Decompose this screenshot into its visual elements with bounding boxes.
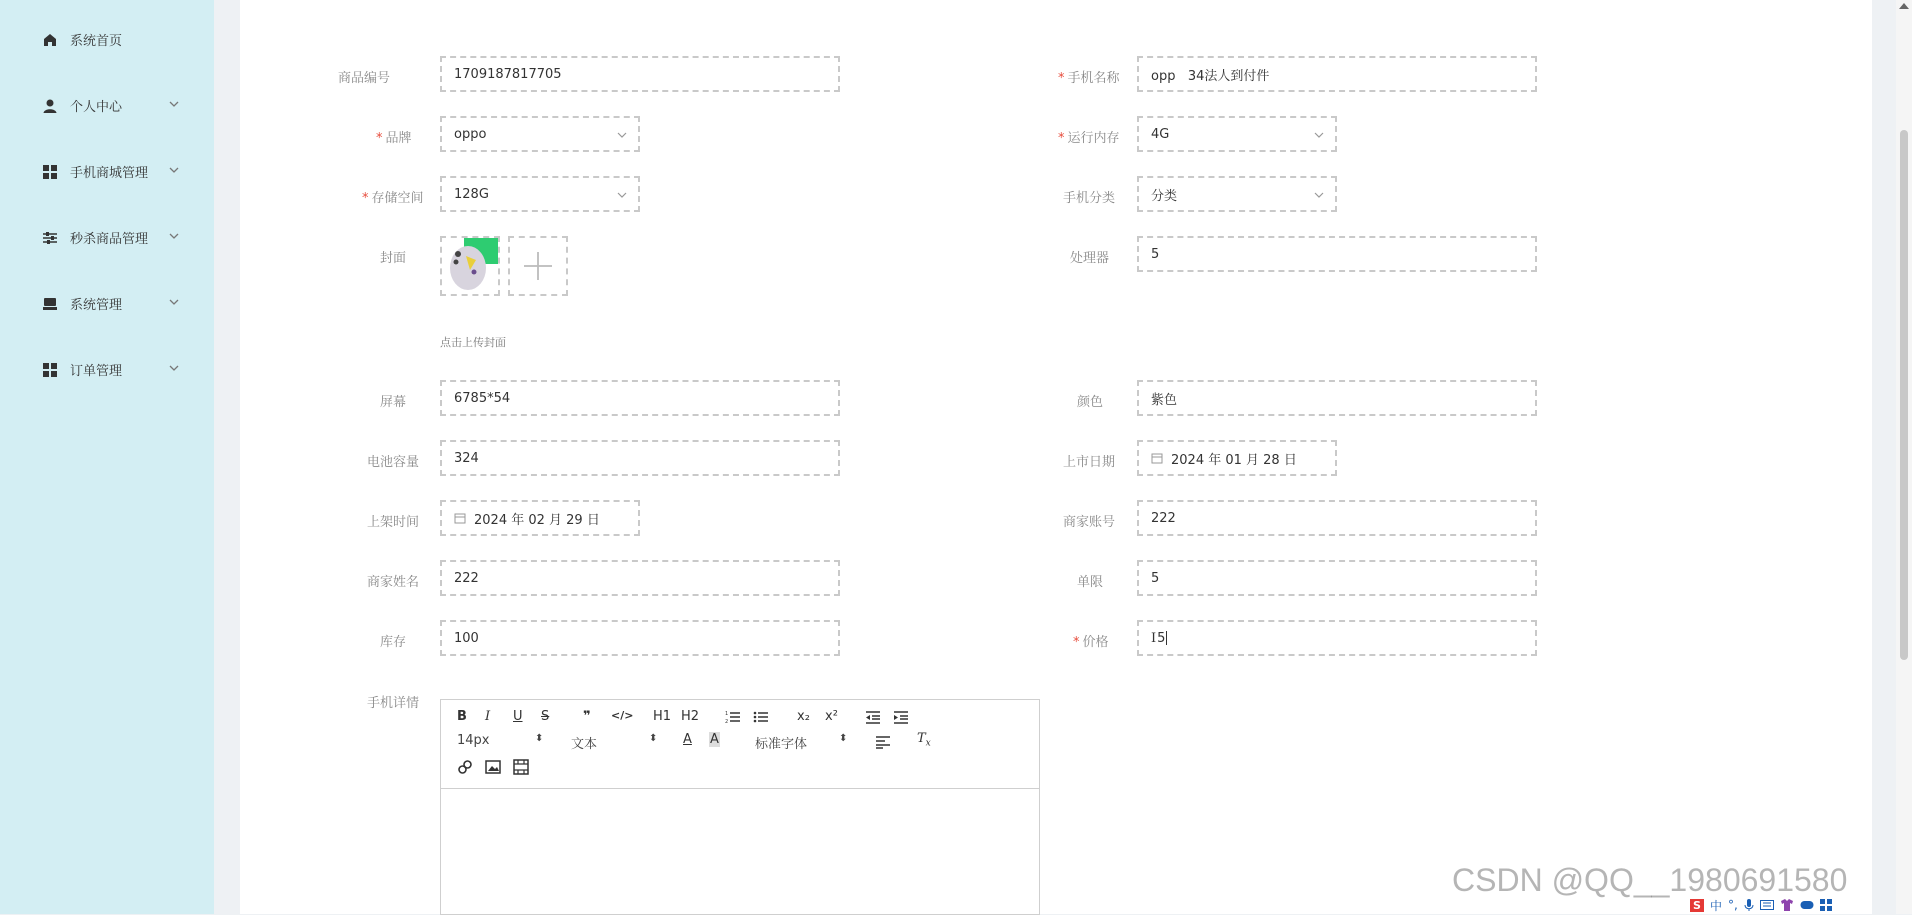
font-size-select[interactable]: 14px ⬍ bbox=[457, 733, 544, 748]
label-launch-date: 上市日期 bbox=[1063, 455, 1116, 470]
chevron-down-icon bbox=[1313, 189, 1325, 201]
grid-icon bbox=[42, 362, 58, 378]
shirt-icon[interactable] bbox=[1780, 899, 1794, 911]
sidebar-item-system[interactable] bbox=[0, 284, 214, 324]
editor-toolbar bbox=[441, 700, 1039, 789]
sidebar-item-label: 订单管理 bbox=[70, 364, 123, 379]
chevron-down-icon bbox=[168, 296, 180, 308]
scrollbar-thumb[interactable] bbox=[1900, 130, 1908, 660]
battery-input[interactable]: 324 bbox=[440, 440, 840, 476]
home-icon bbox=[42, 32, 58, 48]
scroll-up-arrow-icon[interactable] bbox=[1899, 2, 1909, 10]
label-storage: * 存储空间 bbox=[362, 191, 424, 206]
calendar-icon bbox=[454, 512, 466, 524]
svg-text:2: 2 bbox=[725, 719, 729, 724]
ram-select[interactable]: 4G bbox=[1137, 116, 1337, 152]
clear-format-button[interactable]: $T_x$ bbox=[917, 731, 931, 749]
bold-button[interactable]: B bbox=[457, 709, 467, 724]
bullet-list-icon[interactable] bbox=[753, 710, 769, 724]
chevron-down-icon bbox=[1313, 129, 1325, 141]
sidebar-item-label: 秒杀商品管理 bbox=[70, 232, 149, 247]
image-icon[interactable] bbox=[485, 759, 501, 775]
brand-select[interactable]: oppo bbox=[440, 116, 640, 152]
launch-date-picker[interactable]: 2024 年 01 月 28 日 bbox=[1137, 440, 1337, 476]
limit-input[interactable]: 5 bbox=[1137, 560, 1537, 596]
cover-upload-button[interactable] bbox=[508, 236, 568, 296]
sidebar-item-label: 系统管理 bbox=[70, 298, 123, 313]
shelf-time-picker[interactable]: 2024 年 02 月 29 日 bbox=[440, 500, 640, 536]
label-limit: 单限 bbox=[1077, 575, 1104, 590]
cover-image-thumbnail[interactable] bbox=[440, 236, 500, 296]
chevron-down-icon bbox=[168, 362, 180, 374]
store-icon bbox=[42, 296, 58, 312]
screen-input[interactable]: 6785*54 bbox=[440, 380, 840, 416]
label-phone-name: * 手机名称 bbox=[1058, 71, 1120, 86]
ime-punctuation[interactable]: °, bbox=[1727, 898, 1738, 912]
color-input[interactable]: 紫色 bbox=[1137, 380, 1537, 416]
cover-upload-hint: 点击上传封面 bbox=[440, 336, 506, 349]
chevron-down-icon bbox=[168, 230, 180, 242]
sidebar-item-phone-mall[interactable] bbox=[0, 152, 214, 192]
ime-logo-icon[interactable]: S bbox=[1690, 899, 1704, 912]
csdn-watermark: CSDN @QQ__1980691580 bbox=[1452, 862, 1848, 898]
label-stock: 库存 bbox=[380, 635, 407, 650]
plus-icon bbox=[510, 238, 566, 294]
strike-button[interactable]: S bbox=[541, 709, 550, 724]
ordered-list-icon[interactable] bbox=[725, 710, 741, 724]
sidebar-item-label: 手机商城管理 bbox=[70, 166, 149, 181]
italic-button[interactable]: I bbox=[485, 709, 491, 724]
sidebar-item-home[interactable] bbox=[0, 20, 214, 60]
heading1-button[interactable]: H1 bbox=[653, 709, 672, 724]
background-color-button[interactable]: A bbox=[710, 732, 719, 747]
heading2-button[interactable]: H2 bbox=[681, 709, 700, 724]
label-ram: * 运行内存 bbox=[1058, 131, 1120, 146]
blockquote-button[interactable]: ❞ bbox=[583, 709, 591, 724]
label-screen: 屏幕 bbox=[380, 395, 407, 410]
main-panel bbox=[240, 0, 1872, 914]
apps-icon[interactable] bbox=[1820, 899, 1832, 911]
align-icon[interactable] bbox=[875, 735, 891, 749]
user-icon bbox=[42, 98, 58, 114]
system-tray bbox=[1690, 896, 1912, 914]
chevron-down-icon bbox=[616, 189, 628, 201]
label-details: 手机详情 bbox=[367, 696, 420, 711]
sliders-icon bbox=[42, 230, 58, 246]
cover-image bbox=[442, 238, 498, 294]
text-cursor-icon: I bbox=[1151, 630, 1157, 646]
chevron-down-icon bbox=[168, 98, 180, 110]
label-category: 手机分类 bbox=[1063, 191, 1116, 206]
label-price: * 价格 bbox=[1073, 635, 1109, 650]
outdent-icon[interactable] bbox=[865, 710, 881, 724]
link-icon[interactable] bbox=[457, 759, 473, 775]
rich-text-editor[interactable] bbox=[440, 699, 1040, 915]
subscript-button[interactable]: x₂ bbox=[797, 709, 810, 724]
sidebar-item-flash-sale[interactable] bbox=[0, 218, 214, 258]
processor-input[interactable]: 5 bbox=[1137, 236, 1537, 272]
label-battery: 电池容量 bbox=[367, 455, 420, 470]
label-merchant-account: 商家账号 bbox=[1063, 515, 1116, 530]
sidebar bbox=[0, 0, 214, 914]
underline-button[interactable]: U bbox=[513, 709, 523, 724]
text-color-button[interactable]: A bbox=[683, 732, 692, 747]
indent-icon[interactable] bbox=[893, 710, 909, 724]
chevron-down-icon bbox=[616, 129, 628, 141]
price-input[interactable]: I 5 bbox=[1137, 620, 1537, 656]
label-brand: * 品牌 bbox=[376, 131, 412, 146]
sidebar-item-label: 系统首页 bbox=[70, 34, 123, 49]
label-cover: 封面 bbox=[380, 251, 407, 266]
chevron-down-icon bbox=[168, 164, 180, 176]
sidebar-item-personal-center[interactable] bbox=[0, 86, 214, 126]
label-merchant-name: 商家姓名 bbox=[367, 575, 420, 590]
keyboard-icon[interactable] bbox=[1760, 900, 1774, 910]
merchant-name-input[interactable]: 222 bbox=[440, 560, 840, 596]
label-color: 颜色 bbox=[1077, 395, 1104, 410]
grid-icon bbox=[42, 164, 58, 180]
video-icon[interactable] bbox=[513, 759, 529, 775]
gamepad-icon[interactable] bbox=[1800, 900, 1814, 910]
microphone-icon[interactable] bbox=[1744, 898, 1754, 912]
calendar-icon bbox=[1151, 452, 1163, 464]
label-processor: 处理器 bbox=[1070, 251, 1110, 266]
ime-mode-chinese[interactable]: 中 bbox=[1709, 898, 1722, 913]
font-family-select[interactable]: 标准字体 ⬍ bbox=[755, 733, 848, 752]
svg-text:1: 1 bbox=[725, 711, 729, 717]
merchant-account-input[interactable]: 222 bbox=[1137, 500, 1537, 536]
product-no-input[interactable]: 1709187817705 bbox=[440, 56, 840, 92]
storage-select[interactable]: 128G bbox=[440, 176, 640, 212]
sidebar-item-orders[interactable] bbox=[0, 350, 214, 390]
label-shelf-time: 上架时间 bbox=[367, 515, 420, 530]
phone-name-input[interactable]: opp 34法人到付件 bbox=[1137, 56, 1537, 92]
stock-input[interactable]: 100 bbox=[440, 620, 840, 656]
category-select[interactable]: 分类 bbox=[1137, 176, 1337, 212]
sidebar-item-label: 个人中心 bbox=[70, 100, 123, 115]
superscript-button[interactable]: x² bbox=[825, 709, 838, 724]
label-product-no: 商品编号 bbox=[338, 71, 391, 86]
code-block-button[interactable]: </> bbox=[611, 709, 634, 722]
block-type-select[interactable]: 文本 ⬍ bbox=[571, 733, 658, 752]
